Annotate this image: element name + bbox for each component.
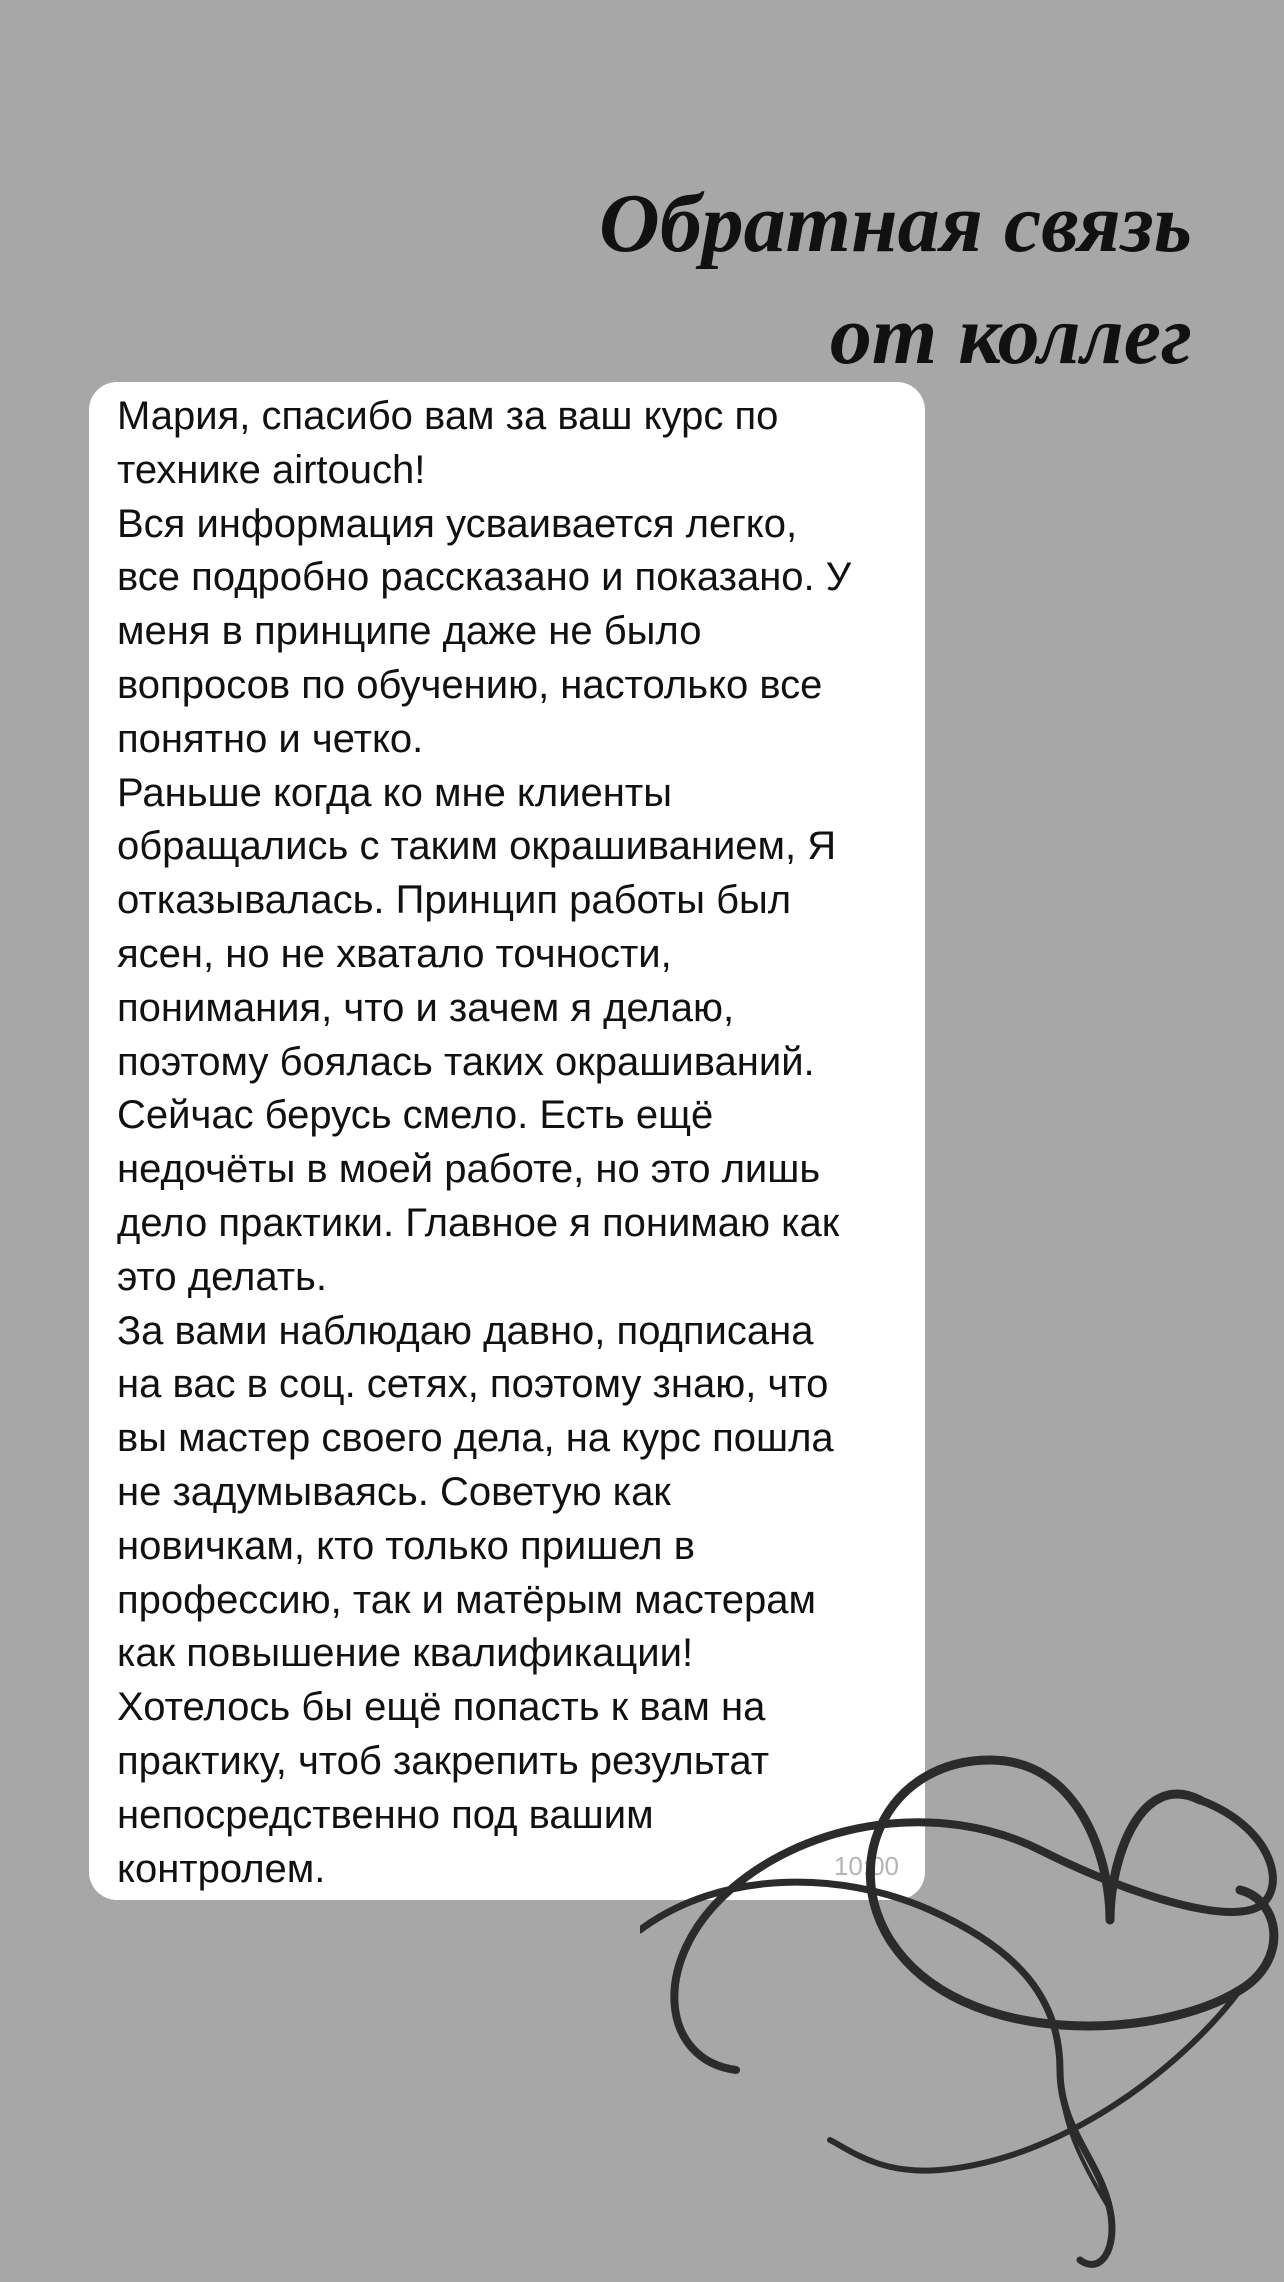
message-line: понимания, что и зачем я делаю, bbox=[117, 985, 735, 1030]
message-line: понятно и четко. bbox=[117, 716, 424, 761]
message-line: отказывалась. Принцип работы был bbox=[117, 878, 792, 923]
heart-doodle-icon bbox=[640, 1740, 1284, 2282]
message-line: Мария, спасибо вам за ваш курс по bbox=[117, 394, 779, 438]
message-bubble bbox=[89, 382, 925, 1900]
message-line: контролем. bbox=[117, 1846, 326, 1891]
message-line: За вами наблюдаю давно, подписана bbox=[117, 1308, 814, 1353]
message-line: это делать. bbox=[117, 1254, 327, 1299]
message-line: Раньше когда ко мне клиенты bbox=[117, 770, 672, 815]
message-line: ясен, но не хватало точности, bbox=[117, 931, 672, 976]
message-line: как повышение квалификации! bbox=[117, 1631, 694, 1676]
message-line: Вся информация усваивается легко, bbox=[117, 501, 798, 546]
message-line: поэтому боялась таких окрашиваний. bbox=[117, 1039, 815, 1084]
message-line: технике airtouch! bbox=[117, 447, 426, 492]
message-line: Хотелось бы ещё попасть к вам на bbox=[117, 1685, 766, 1730]
message-text bbox=[117, 390, 905, 1896]
message-line: недочёты в моей работе, но это лишь bbox=[117, 1147, 821, 1192]
message-line: непосредственно под вашим bbox=[117, 1792, 654, 1837]
message-line: Сейчас берусь смело. Есть ещё bbox=[117, 1093, 714, 1138]
message-line: все подробно рассказано и показано. У bbox=[117, 555, 852, 600]
message-line: меня в принципе даже не было bbox=[117, 609, 702, 654]
page-title bbox=[599, 168, 1192, 392]
message-line: новичкам, кто только пришел в bbox=[117, 1523, 695, 1568]
message-line: профессию, так и матёрым мастерам bbox=[117, 1577, 816, 1622]
message-line: не задумываясь. Советую как bbox=[117, 1469, 671, 1514]
title-line-1: Обратная связь bbox=[599, 177, 1192, 270]
message-timestamp: 10:00 bbox=[833, 1851, 899, 1881]
message-line: практику, чтоб закрепить результат bbox=[117, 1738, 770, 1783]
title-line-2: от коллег bbox=[829, 289, 1192, 382]
message-line: вопросов по обучению, настолько все bbox=[117, 662, 823, 707]
message-line: дело практики. Главное я понимаю как bbox=[117, 1200, 840, 1245]
message-line: обращались с таким окрашиванием, Я bbox=[117, 824, 837, 869]
message-line: вы мастер своего дела, на курс пошла bbox=[117, 1416, 834, 1461]
message-line: на вас в соц. сетях, поэтому знаю, что bbox=[117, 1362, 829, 1407]
